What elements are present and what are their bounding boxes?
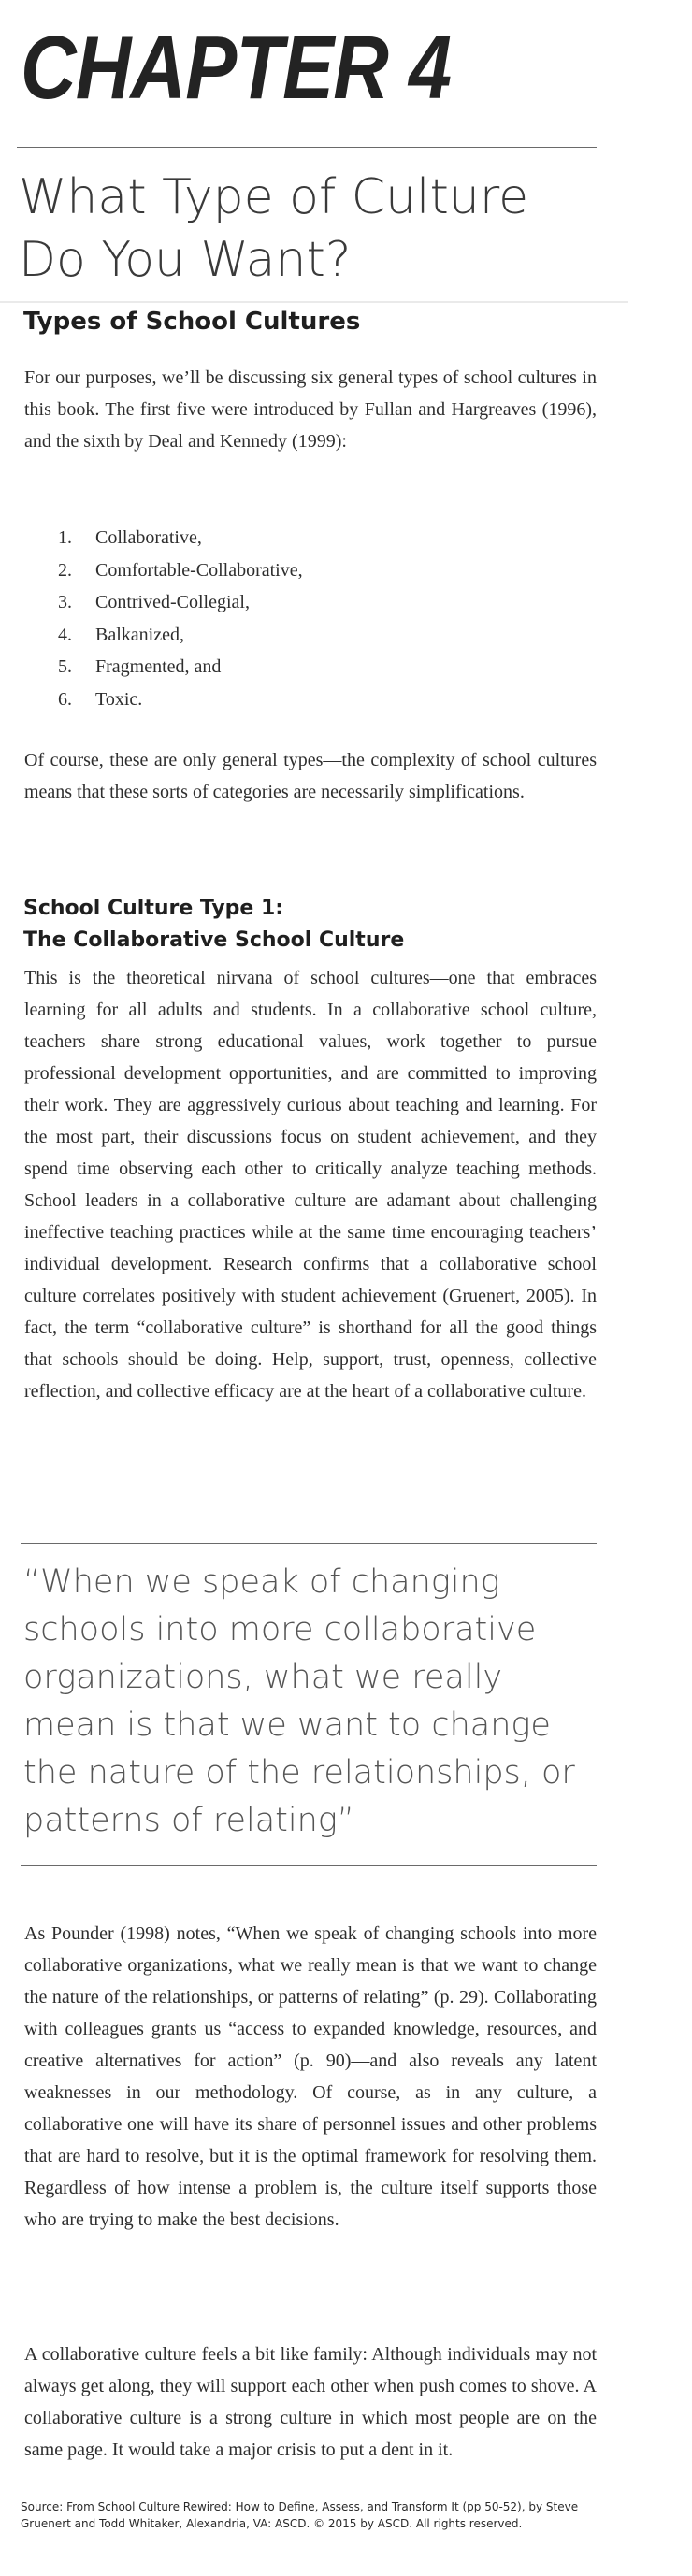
chapter-label: CHAPTER 4 bbox=[21, 18, 452, 118]
section-heading-type1-line-2: The Collaborative School Culture bbox=[23, 928, 405, 952]
list-item-text: Collaborative, bbox=[95, 527, 202, 548]
list-item-number: 2. bbox=[58, 559, 72, 581]
list-item-number: 4. bbox=[58, 624, 72, 645]
list-item bbox=[24, 586, 492, 619]
list-item-text: Toxic. bbox=[95, 688, 143, 710]
pull-quote-bottom-divider bbox=[21, 1865, 597, 1866]
section-heading-type1-line-1: School Culture Type 1: bbox=[23, 897, 284, 920]
list-item-number: 6. bbox=[58, 688, 72, 710]
title-shade-divider bbox=[0, 301, 628, 303]
list-item-number: 1. bbox=[58, 527, 72, 548]
source-citation: Source: From School Culture Rewired: How to Define, Assess, and Transform It (pp 50-52), by Steve Gruenert and Todd Whitaker, Alexandria, VA: ASCD. © 2015 by ASCD. All rights reserved. bbox=[21, 2500, 579, 2530]
list-item-number: 5. bbox=[58, 656, 72, 677]
list-item-text: Comfortable-Collaborative, bbox=[95, 559, 303, 581]
pull-quote-top-divider bbox=[21, 1543, 597, 1544]
list-item bbox=[24, 522, 492, 554]
chapter-title bbox=[19, 166, 636, 292]
family-paragraph: A collaborative culture feels a bit like family: Although individuals may not always get along, they will support each other when push comes to shove. A collaborative culture is a strong culture in which most people are on the same page. It would take a major crisis to put a dent in it. bbox=[24, 2344, 597, 2460]
list-item bbox=[24, 684, 492, 716]
top-divider bbox=[17, 147, 597, 148]
types-intro-paragraph: For our purposes, we’ll be discussing six general types of school cultures in this book. The first five were introduced by Fullan and Hargreaves (1996), and the sixth by Deal and Kennedy (1999): bbox=[24, 367, 597, 452]
collaborative-culture-paragraph: This is the theoretical nirvana of school cultures—one that embraces learning for all adults and students. In a collaborative school culture, teachers share strong educational values, work together to pursue professional development opportunities, and are committed to improving their work. They are aggressively curious about teaching and learning. For the most part, their discussions focus on student achievement, and they spend time observing each other to critically analyze teaching methods. School leaders in a collaborative culture are adamant about challenging ineffective teaching practices while at the same time encouraging teachers’ individual development. Research confirms that a collaborative school culture correlates positively with student achievement (Gruenert, 2005). In fact, the term “collaborative culture” is shorthand for all the good things that schools should be doing. Help, support, trust, openness, collective reflection, and collective efficacy are at the heart of a collaborative culture. bbox=[24, 968, 597, 1402]
types-closing-paragraph: Of course, these are only general types—the complexity of school cultures means that these sorts of categories are necessarily simplifications. bbox=[24, 750, 597, 802]
list-item bbox=[24, 619, 492, 652]
list-item-text: Fragmented, and bbox=[95, 656, 222, 677]
chapter-title-line-2: Do You Want? bbox=[19, 232, 352, 288]
list-item bbox=[24, 554, 492, 587]
list-item-text: Contrived-Collegial, bbox=[95, 592, 250, 612]
section-heading-type1 bbox=[23, 893, 404, 957]
section-heading-types: Types of School Cultures bbox=[23, 308, 361, 336]
list-item-number: 3. bbox=[58, 592, 72, 612]
culture-types-list bbox=[24, 522, 492, 715]
chapter-title-line-1: What Type of Culture bbox=[19, 169, 529, 225]
list-item-text: Balkanized, bbox=[95, 624, 184, 645]
pull-quote: “When we speak of changing schools into more collaborative organizations, what we really mean is that we want to change the nature of the relationships, or patterns of relating” bbox=[23, 1563, 575, 1839]
list-item bbox=[24, 651, 492, 684]
pounder-paragraph: As Pounder (1998) notes, “When we speak of changing schools into more collaborative organizations, what we really mean is that we want to change the nature of the relationships, or patterns of relating” (p. 29). Collaborating with colleagues grants us “access to expanded knowledge, resources, and creative alternatives for action” (p. 90)—and also reveals any latent weaknesses in our methodology. Of course, as in any culture, a collaborative one will have its share of personnel issues and other problems that are hard to resolve, but it is the optimal framework for resolving them. Regardless of how intense a problem is, the culture itself supports those who are trying to make the best decisions. bbox=[24, 1923, 597, 2230]
